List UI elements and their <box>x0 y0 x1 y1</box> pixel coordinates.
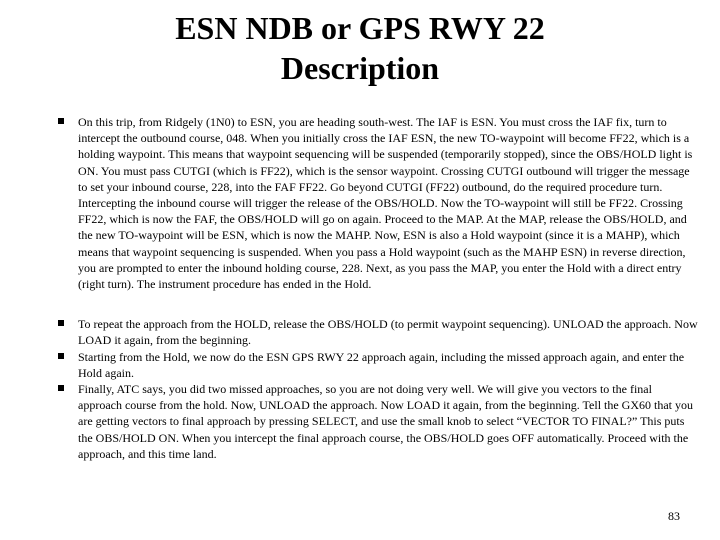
bullet-item <box>58 316 698 348</box>
slide-title <box>0 8 720 88</box>
bullet-text: To repeat the approach from the HOLD, release the OBS/HOLD (to permit waypoint sequencing). UNLOAD the approach. Now LOAD it again, from the beginning. <box>78 317 698 348</box>
bullet-text: Starting from the Hold, we now do the ESN GPS RWY 22 approach again, including the missed approach again, and enter the Hold again. <box>78 349 685 380</box>
bullet-text: Finally, ATC says, you did two missed approaches, so you are not doing very well. We will give you vectors to the final approach course from the hold. Now, UNLOAD the approach. Now LOAD it again, from the beginning. Tell the GX60 that you are getting vectors to final approach by pressing SELECT, and use the small knob to select “VECTOR TO FINAL?” This puts the OBS/HOLD ON. When you intercept the final approach course, the OBS/HOLD goes OFF automatically. Proceed with the approach, and this time land. <box>78 382 694 461</box>
bullet-item <box>58 114 698 292</box>
slide-title-line-2: Description <box>280 50 440 86</box>
square-bullet-icon <box>58 118 64 124</box>
square-bullet-icon <box>58 320 64 326</box>
bullet-list <box>58 114 698 462</box>
slide-title-line-1: ESN NDB or GPS RWY 22 <box>175 10 545 46</box>
bullet-item <box>58 349 698 381</box>
square-bullet-icon <box>58 385 64 391</box>
bullet-item <box>58 381 698 462</box>
square-bullet-icon <box>58 353 64 359</box>
bullet-text: On this trip, from Ridgely (1N0) to ESN, you are heading south-west. The IAF is ESN. You must cross the IAF fix, turn to intercept the outbound course, 048. When you initially cross the IAF ESN, the new TO-waypoint will become FF22, which is a holding waypoint. This means that waypoint sequencing will be suspended (temporarily stopped), since the OBS/HOLD light is ON. You must pass CUTGI (which is FF22), which is the sensor waypoint. Crossing CUTGI outbound will trigger the message to set your inbound course, 228, into the FAF FF22. Go beyond CUTGI (FF22) outbound, do the required procedure turn. Intercepting the inbound course will trigger the release of the OBS/HOLD. Now the TO-waypoint will still be FF22. Crossing FF22, which is now the FAF, the OBS/HOLD will go on again. Proceed to the MAP. At the MAP, release the OBS/HOLD, and the new TO-waypoint will be ESN, which is now the MAHP. Now, ESN is also a Hold waypoint (since it is a MAHP), which means that waypoint sequencing is suspended. When you pass a Hold waypoint (such as the MAHP ESN) in reverse direction, you are prompted to enter the inbound holding course, 228. Next, as you pass the MAP, you enter the Hold with a direct entry (right turn). The instrument procedure has ended in the Hold. <box>78 115 693 292</box>
page-number: 83 <box>668 509 680 523</box>
